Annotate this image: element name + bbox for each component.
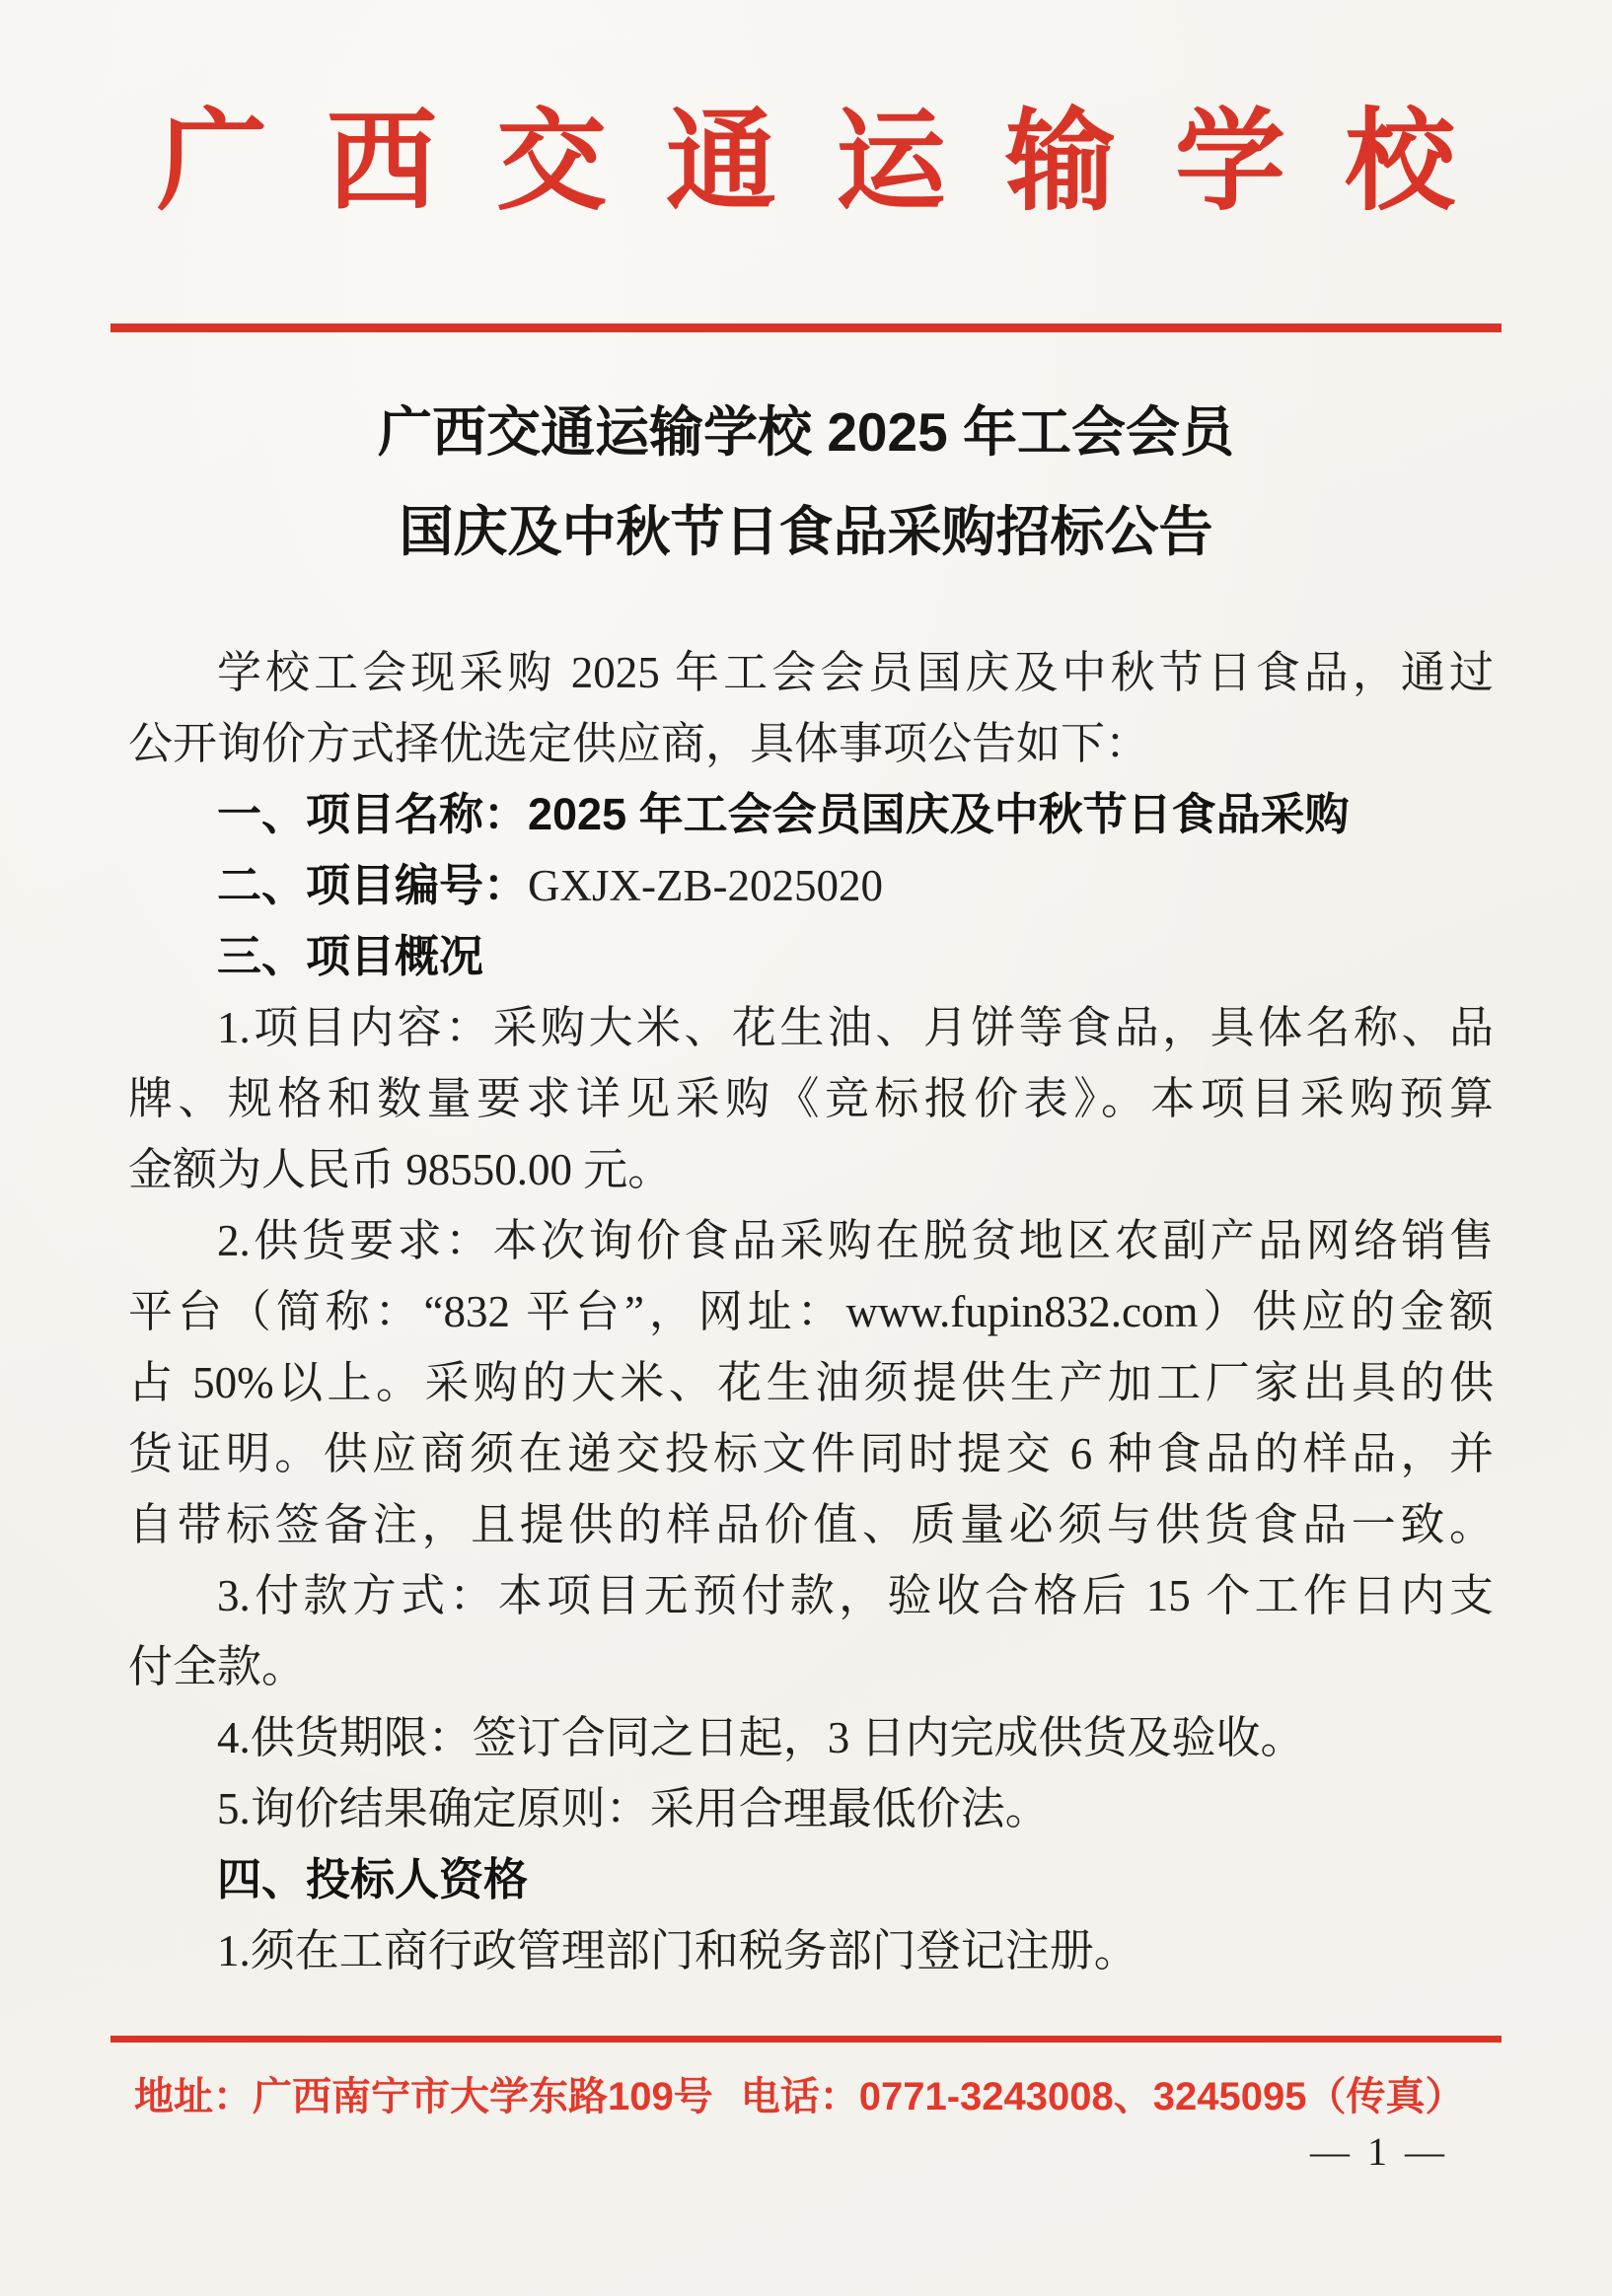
body-line-text: 占 50%以上。采购的大米、花生油须提供生产加工厂家出具的供	[128, 1358, 1494, 1407]
body-line	[128, 1276, 1494, 1347]
body-line	[128, 992, 1494, 1063]
body-line-text: 1.项目内容：采购大米、花生油、月饼等食品，具体名称、品	[217, 1003, 1494, 1052]
body-line-text: 货证明。供应商须在递交投标文件同时提交 6 种食品的样品，并	[128, 1429, 1494, 1478]
body-line	[128, 1844, 1494, 1915]
body-line-heading: 二、项目编号：	[217, 860, 529, 910]
body-line-text: 公开询价方式择优选定供应商，具体事项公告如下：	[128, 719, 1150, 768]
body-line	[128, 1702, 1494, 1773]
body-line-text: 2.供货要求：本次询价食品采购在脱贫地区农副产品网络销售	[217, 1216, 1494, 1265]
footer-address: 地址：广西南宁市大学东路109号	[134, 2075, 713, 2118]
body-line-text: 学校工会现采购 2025 年工会会员国庆及中秋节日食品，通过	[217, 648, 1494, 697]
body-line	[128, 921, 1494, 992]
document-title-line2: 国庆及中秋节日食品采购招标公告	[399, 501, 1213, 562]
body-line-heading: 三、项目概况	[217, 931, 484, 981]
letterhead-school-name: 广西交通运输学校	[157, 102, 1514, 224]
footer-contact	[134, 2065, 1465, 2121]
body-line-heading: 一、项目名称：2025 年工会会员国庆及中秋节日食品采购	[217, 789, 1350, 839]
body-line-text: 金额为人民币 98550.00 元。	[128, 1145, 673, 1194]
body-line	[128, 1773, 1494, 1844]
body-line-text: 付全款。	[128, 1642, 307, 1691]
body-line	[128, 1205, 1494, 1276]
body-line-text: 5.询价结果确定原则：采用合理最低价法。	[217, 1784, 1050, 1833]
body-line	[128, 1418, 1494, 1489]
body-line-text: 3.付款方式：本项目无预付款，验收合格后 15 个工作日内支	[217, 1571, 1494, 1620]
body-line	[128, 708, 1494, 779]
footer-divider-rule	[110, 2036, 1502, 2043]
body-line	[128, 1134, 1494, 1205]
body-line-text: 4.供货期限：签订合同之日起，3 日内完成供货及验收。	[217, 1713, 1305, 1762]
document-title	[0, 383, 1612, 582]
body-lines	[128, 637, 1494, 1986]
body-line	[128, 1915, 1494, 1986]
body-line	[128, 1560, 1494, 1631]
body-line	[128, 779, 1494, 850]
body-line-text: 平台（简称：“832 平台”，网址：www.fupin832.com）供应的金额	[128, 1287, 1494, 1336]
body-line-text: 牌、规格和数量要求详见采购《竞标报价表》。本项目采购预算	[128, 1074, 1494, 1123]
body-line	[128, 1631, 1494, 1702]
letterhead-divider-rule	[110, 323, 1502, 332]
body-line-text: 1.须在工商行政管理部门和税务部门登记注册。	[217, 1926, 1138, 1975]
page-number: — 1 —	[1310, 2129, 1448, 2174]
body-line	[128, 1347, 1494, 1418]
body-line	[128, 637, 1494, 708]
document-title-line1: 广西交通运输学校 2025 年工会会员	[378, 401, 1234, 463]
body-line	[128, 1063, 1494, 1134]
body-line-heading: 四、投标人资格	[217, 1854, 529, 1904]
body-line-text: 自带标签备注，且提供的样品价值、质量必须与供货食品一致。	[128, 1500, 1494, 1549]
body-line-value: GXJX-ZB-2025020	[528, 861, 883, 910]
body-line	[128, 850, 1494, 921]
footer-phone: 电话：0771-3243008、3245095（传真）	[740, 2075, 1465, 2118]
body-line	[128, 1489, 1494, 1560]
